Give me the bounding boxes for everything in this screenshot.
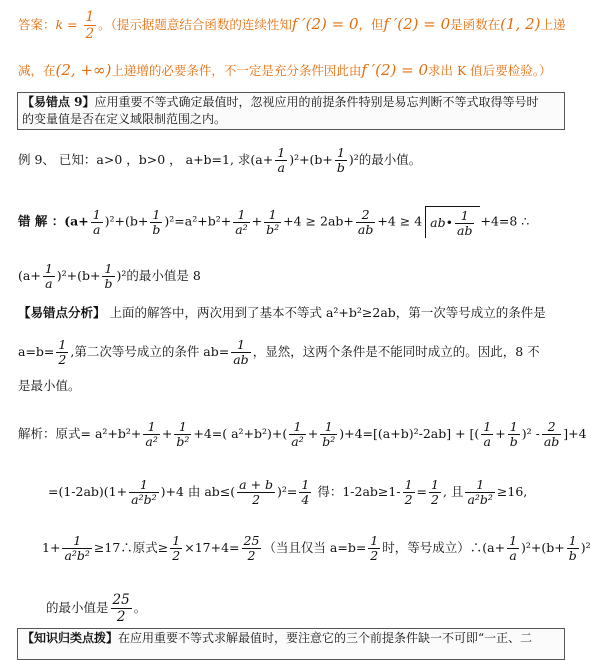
knowledge-tag: 【知识归类点拨】 <box>22 631 119 645</box>
solution-line-3: 1+ $\frac{1}{\text{a²b²}}$ ≥17∴原式≥ $\frac{1}{2}$ ×17+4= $\frac{25}{2}$ （当且仅当 a=b= $\frac{1}{2}$ 时，等号成立）∴(a+ $\frac{1}{a}$ )²+(b+ $\frac{1}{b}$ )² <box>42 533 591 563</box>
analysis-tag: 【易错点分析】 <box>18 305 106 320</box>
answer-line-2: 减，在(2, +∞)上递增的必要条件，不一定是充分条件因此由f ′(2) = 0求出 K 值后要检验。） <box>18 61 552 79</box>
analysis-line-1: 【易错点分析】 上面的解答中，两次用到了基本不等式 a²+b²≥2ab，第一次等号成立的条件是 <box>18 305 546 320</box>
example-9: 例 9、 已知：a>0 ，b>0 ， a+b=1, 求(a+ $\frac{1}{a}$ )²+(b+ $\frac{1}{b}$ )²的最小值。 <box>18 145 422 175</box>
answer-line-1: 答案：k = $\frac{1}{2}$ 。（提示据题意结合函数的连续性知f ′(2) = 0，但f ′(2) = 0是函数在(1, 2)上递 <box>18 9 566 42</box>
error-point-tag: 【易错点 9】 <box>22 95 95 109</box>
wrong-result-line: (a+ $\frac{1}{a}$ )²+(b+ $\frac{1}{b}$ )²的最小值是 8 <box>18 261 201 291</box>
answer-prefix: 答案： <box>18 17 56 32</box>
k-fraction: $\frac{1}{2}$ <box>85 9 95 42</box>
analysis-line-2: a=b= $\frac{1}{2}$ ,第二次等号成立的条件 ab= $\frac{1}{ab}$ ，显然，这两个条件是不能同时成立的。因此，8 不 <box>18 337 540 367</box>
solution-line-4: 的最小值是 $\frac{25}{2}$ 。 <box>46 592 147 625</box>
analysis-line-3: 是最小值。 <box>18 378 81 393</box>
solution-line-1: 解析：原式= a²+b²+ $\frac{1}{\text{a²}}$ + $\frac{1}{\text{b²}}$ +4=( a²+b²)+( $\frac{1}{\text{a²}}$ + $\frac{1}{\text{b²}}$ )+4=[(a+b)²-2ab] + [( $\frac{1}{a}$ + $\frac{1}{b}$ )² - $\frac{2}{ab}$ ]+4 <box>18 419 587 449</box>
solution-line-2: =(1-2ab)(1+ $\frac{1}{\text{a²b²}}$ )+4 由 ab≤( $\frac{a + b}{2}$ )²= $\frac{1}{4}$ 得：1-2ab≥1- $\frac{1}{2}$ = $\frac{1}{2}$ , 且 $\frac{1}{\text{a²b²}}$ ≥16, <box>48 477 528 507</box>
error-point-box: 【易错点 9】应用重要不等式确定最值时，忽视应用的前提条件特别是易忘判断不等式取得等号时 的变量值是否在定义域限制范围之内。 <box>17 92 565 130</box>
knowledge-box: 【知识归类点拨】在应用重要不等式求解最值时，要注意它的三个前提条件缺一不可即“一正、二 <box>17 628 565 660</box>
sqrt-expression: ab• $\frac{1}{ab}$ <box>425 206 480 238</box>
wrong-solution-line: 错 解 ：(a+ $\frac{1}{a}$ )²+(b+ $\frac{1}{b}$ )²=a²+b²+ $\frac{1}{\text{a²}}$ + $\frac{1}{\text{b²}}$ +4 ≥ 2ab+ $\frac{2}{ab}$ +4 ≥ 4 ab• $\frac{1}{ab}$ +4=8 ∴ <box>18 206 530 238</box>
